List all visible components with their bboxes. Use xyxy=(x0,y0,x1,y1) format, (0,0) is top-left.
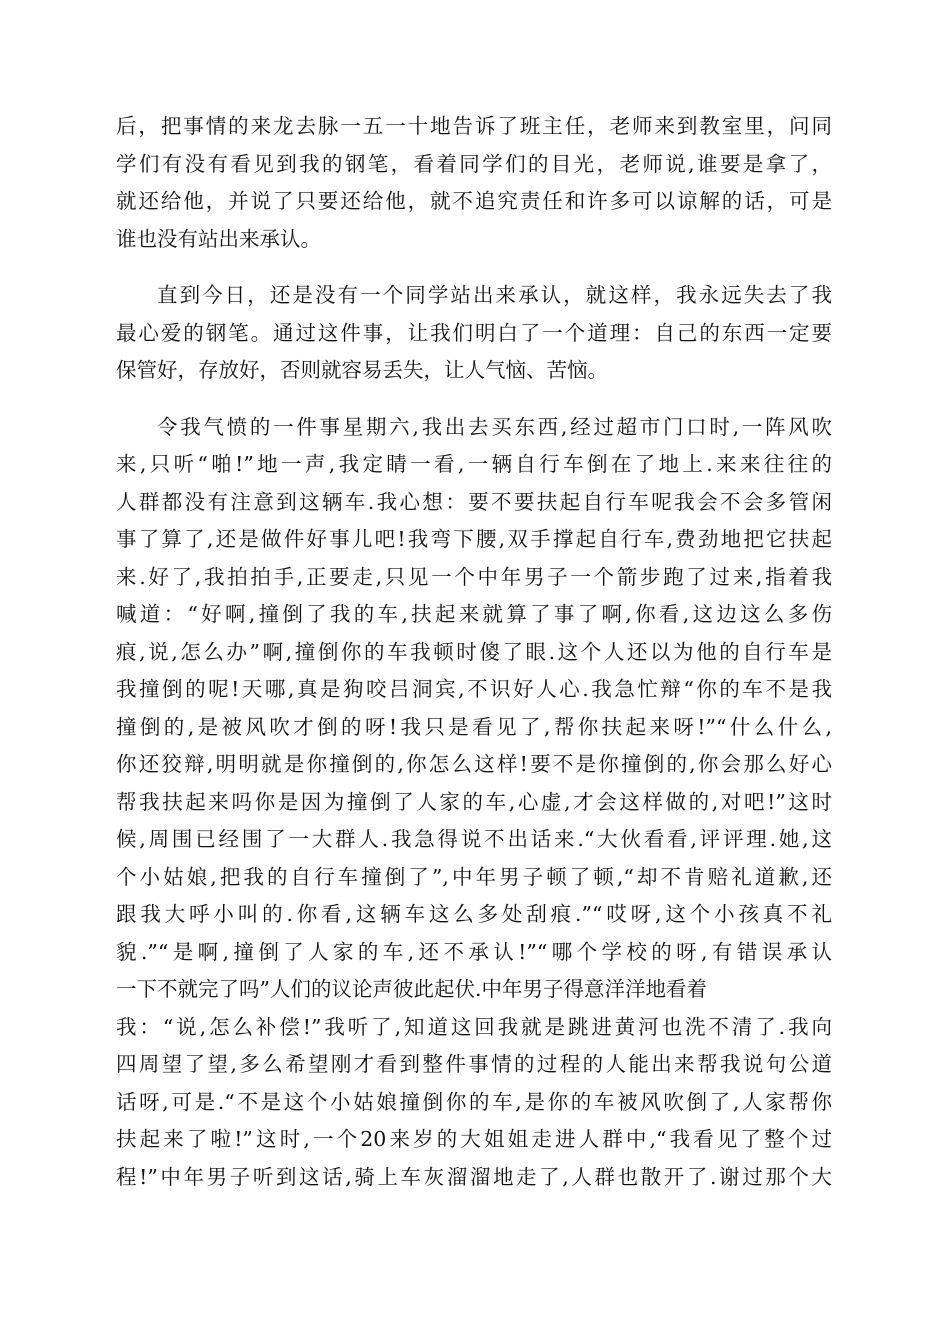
text-line: 候,周围已经围了一大群人.我急得说不出话来.“大伙看看,评评理.她,这 xyxy=(116,827,832,851)
text-line: 我：“说,怎么补偿!”我听了,知道这回我就是跳进黄河也洗不清了.我向 xyxy=(116,1014,832,1039)
text-line: 一下不就完了吗”人们的议论声彼此起伏.中年男子得意洋洋地看着 xyxy=(116,977,707,1001)
text-line: 话呀,可是.“不是这个小姑娘撞倒你的车,是你的车被风吹倒了,人家帮你 xyxy=(116,1089,832,1114)
text-line: 来.好了,我拍拍手,正要走,只见一个中年男子一个箭步跑了过来,指着我 xyxy=(116,564,832,589)
paragraph-1 xyxy=(116,108,832,258)
text-line: 四周望了望,多么希望刚才看到整件事情的过程的人能出来帮我说句公道 xyxy=(116,1052,832,1076)
document-page xyxy=(116,108,832,1215)
text-line: 我撞倒的呢!天哪,真是狗咬吕洞宾,不识好人心.我急忙辩“你的车不是我 xyxy=(116,677,832,701)
text-line: 扶起来了啦!”这时,一个20来岁的大姐姐走进人群中,“我看见了整个过 xyxy=(116,1127,832,1151)
text-line: 个小姑娘,把我的自行车撞倒了”,中年男子顿了顿,“却不肯赔礼道歉,还 xyxy=(116,864,832,889)
text-line: 帮我扶起来吗你是因为撞倒了人家的车,心虚,才会这样做的,对吧!”这时 xyxy=(116,789,832,814)
text-line: 喊道：“好啊,撞倒了我的车,扶起来就算了事了啊,你看,这边这么多伤 xyxy=(116,602,832,626)
text-line: 来,只听“啪!”地一声,我定睛一看,一辆自行车倒在了地上.来来往往的 xyxy=(116,452,832,476)
text-line: 跟我大呼小叫的.你看,这辆车这么多处刮痕.”“哎呀,这个小孩真不礼 xyxy=(116,902,832,926)
text-line: 后，把事情的来龙去脉一五一十地告诉了班主任，老师来到教室里，问同 xyxy=(116,114,832,138)
text-line: 事了算了,还是做件好事儿吧!我弯下腰,双手撑起自行车,费劲地把它扶起 xyxy=(116,527,832,551)
paragraph-2 xyxy=(116,277,832,390)
text-line: 最心爱的钢笔。通过这件事，让我们明白了一个道理：自己的东西一定要 xyxy=(116,320,832,345)
text-line: 直到今日，还是没有一个同学站出来承认，就这样，我永远失去了我 xyxy=(157,283,832,307)
text-line: 貌.”“是啊,撞倒了人家的车,还不承认!”“哪个学校的呀,有错误承认 xyxy=(116,939,832,964)
text-line: 谁也没有站出来承认。 xyxy=(116,226,321,251)
text-line: 撞倒的,是被风吹才倒的呀!我只是看见了,帮你扶起来呀!”“什么什么, xyxy=(116,714,832,739)
text-line: 你还狡辩,明明就是你撞倒的,你怎么这样!要不是你撞倒的,你会那么好心 xyxy=(116,752,832,776)
text-line: 程!”中年男子听到这话,骑上车灰溜溜地走了,人群也散开了.谢过那个大 xyxy=(116,1164,832,1189)
text-line: 人群都没有注意到这辆车.我心想：要不要扶起自行车呢我会不会多管闲 xyxy=(116,489,832,514)
text-line: 就还给他，并说了只要还给他，就不追究责任和许多可以谅解的话，可是 xyxy=(116,189,832,213)
text-line: 学们有没有看见到我的钢笔，看着同学们的目光，老师说,谁要是拿了， xyxy=(116,151,832,176)
text-line: 保管好，存放好，否则就容易丢失，让人气恼、苦恼。 xyxy=(116,358,608,382)
text-line: 痕,说,怎么办”啊,撞倒你的车我顿时傻了眼.这个人还以为他的自行车是 xyxy=(116,639,832,664)
paragraph-3 xyxy=(116,409,832,1197)
text-line: 令我气愤的一件事星期六,我出去买东西,经过超市门口时,一阵风吹 xyxy=(157,414,832,439)
